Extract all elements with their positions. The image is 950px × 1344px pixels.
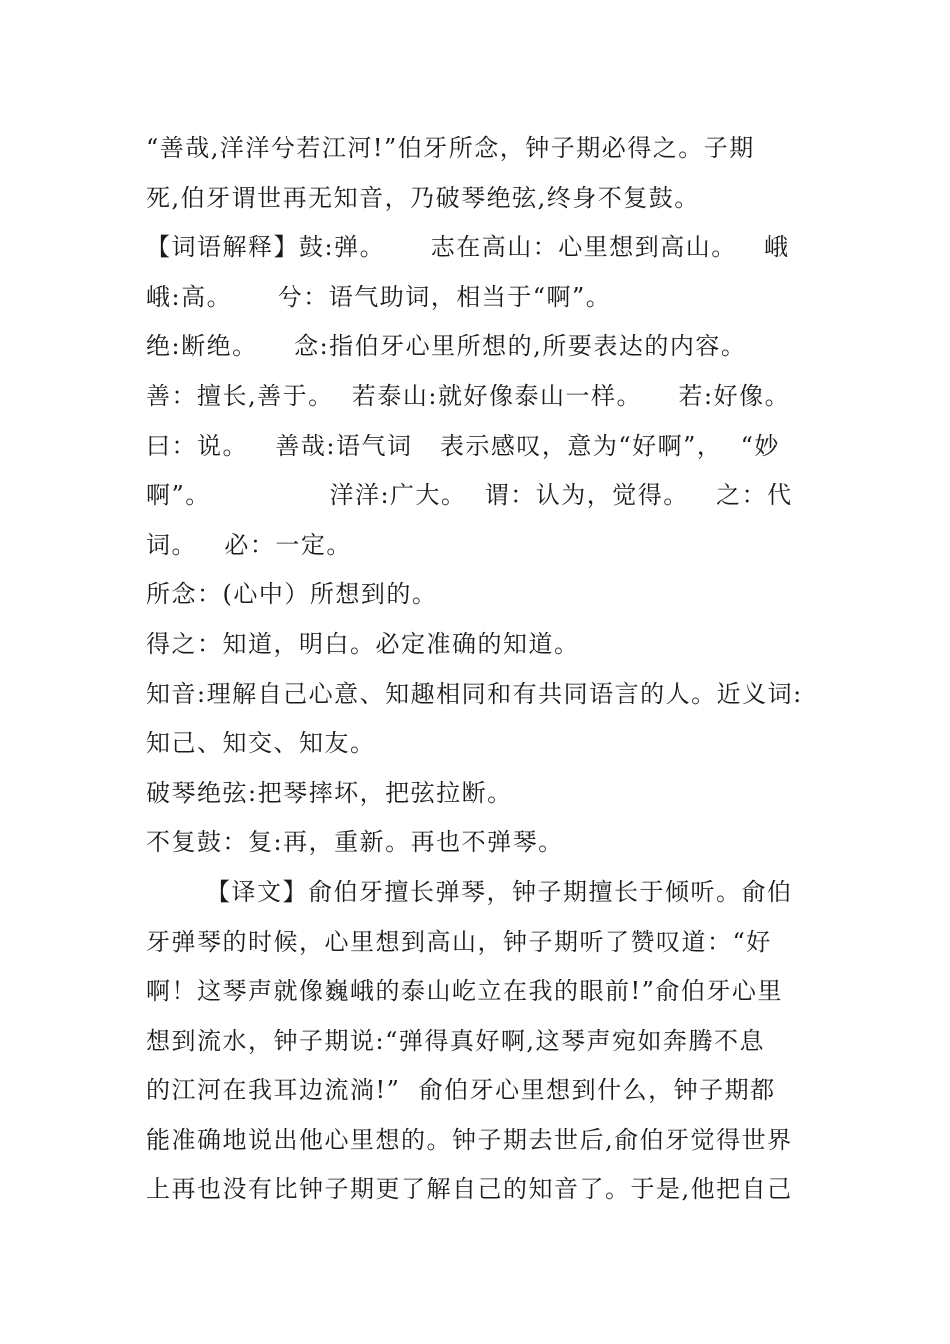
text-line: 词。 必：一定。 bbox=[146, 530, 352, 559]
text-line: 善：擅长,善于。 若泰山:就好像泰山一样。 若:好像。 bbox=[146, 381, 791, 410]
text-line: 破琴绝弦:把琴摔坏，把弦拉断。 bbox=[146, 778, 513, 807]
translation-heading-line: 【译文】俞伯牙擅长弹琴，钟子期擅长于倾听。俞伯 bbox=[206, 877, 793, 906]
text-line: 知音:理解自己心意、知趣相同和有共同语言的人。近义词: bbox=[146, 679, 803, 708]
text-line: 峨:高。 兮：语气助词，相当于“啊”。 bbox=[146, 282, 612, 311]
text-line: 牙弹琴的时候，心里想到高山，钟子期听了赞叹道：“好 bbox=[146, 927, 772, 956]
text-line: 啊！这琴声就像巍峨的泰山屹立在我的眼前!”俞伯牙心里 bbox=[146, 977, 783, 1006]
text-line: 能准确地说出他心里想的。钟子期去世后,俞伯牙觉得世界 bbox=[146, 1125, 793, 1154]
text-line: 上再也没有比钟子期更了解自己的知音了。于是,他把自己 bbox=[146, 1175, 793, 1204]
text-line: 曰：说。 善哉:语气词 表示感叹，意为“好啊”， “妙 bbox=[146, 431, 780, 460]
text-line: 知己、知交、知友。 bbox=[146, 729, 376, 758]
text-line: 想到流水，钟子期说:“弹得真好啊,这琴声宛如奔腾不息 bbox=[146, 1026, 765, 1055]
text-line: 绝:断绝。 念:指伯牙心里所想的,所要表达的内容。 bbox=[146, 332, 747, 361]
text-line: 死,伯牙谓世再无知音，乃破琴绝弦,终身不复鼓。 bbox=[146, 183, 700, 212]
text-line: “善哉,洋洋兮若江河!”伯牙所念，钟子期必得之。子期 bbox=[146, 134, 755, 162]
text-line: 啊”。 洋洋:广大。 谓：认为，觉得。 之：代 bbox=[146, 481, 793, 510]
document-body bbox=[146, 124, 826, 1215]
text-line: 所念：(心中）所想到的。 bbox=[146, 580, 438, 609]
text-line: 的江河在我耳边流淌!” 俞伯牙心里想到什么，钟子期都 bbox=[146, 1076, 776, 1105]
text-line: 不复鼓：复:再，重新。再也不弹琴。 bbox=[146, 828, 564, 857]
text-line: 【词语解释】鼓:弹。 志在高山：心里想到高山。 峨 bbox=[146, 233, 790, 262]
text-line: 得之：知道，明白。必定准确的知道。 bbox=[146, 629, 580, 658]
